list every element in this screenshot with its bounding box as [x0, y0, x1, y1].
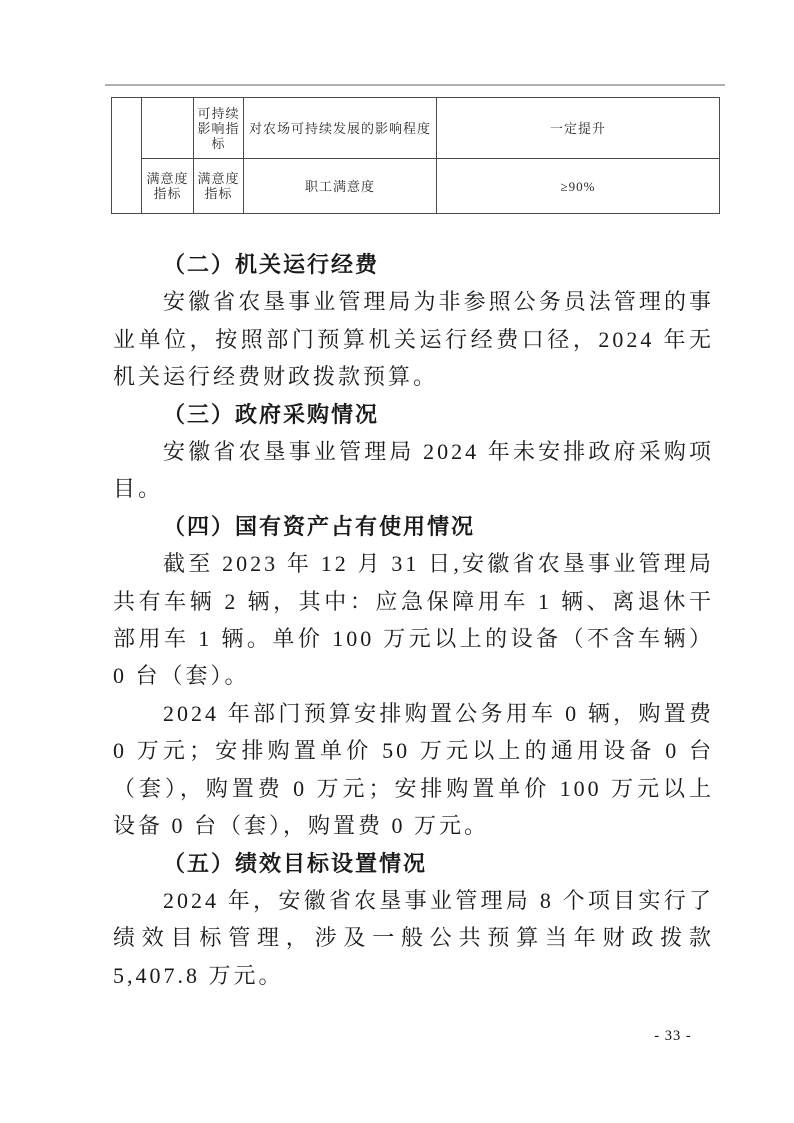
indicator-target-satisfaction: ≥90%	[437, 159, 720, 214]
document-body	[113, 246, 714, 994]
table-row	[112, 159, 720, 214]
page-top-rule	[105, 84, 725, 86]
section-heading-3-government-procurement: （三）政府采购情况	[163, 401, 380, 427]
performance-indicator-table	[111, 97, 720, 214]
page-number: - 33 -	[654, 1028, 692, 1044]
indicator-category-satisfaction: 满意度指标	[194, 159, 244, 214]
paragraph-agency-operating-funds: 安徽省农垦事业管理局为非参照公务员法管理的事业单位，按照部门预算机关运行经费口径，2024 年无机关运行经费财政拨款预算。	[113, 289, 714, 390]
paragraph-state-assets-vehicles: 截至 2023 年 12 月 31 日,安徽省农垦事业管理局共有车辆 2 辆，其中：应急保障用车 1 辆、离退休干部用车 1 辆。单价 100 万元以上的设备（不含车辆）0 台（套）。	[113, 551, 714, 689]
indicator-name-satisfaction: 职工满意度	[244, 159, 437, 214]
indicator-name-sustainability: 对农场可持续发展的影响程度	[244, 98, 437, 159]
paragraph-government-procurement: 安徽省农垦事业管理局 2024 年未安排政府采购项目。	[113, 439, 714, 502]
indicator-target-sustainability: 一定提升	[437, 98, 720, 159]
section-heading-4-state-assets: （四）国有资产占有使用情况	[163, 513, 476, 539]
paragraph-state-assets-procurement-plan: 2024 年部门预算安排购置公务用车 0 辆，购置费 0 万元；安排购置单价 50 万元以上的通用设备 0 台（套），购置费 0 万元；安排购置单价 100 万元以上设备 0 台（套），购置费 0 万元。	[113, 700, 714, 839]
paragraph-performance-targets: 2024 年，安徽省农垦事业管理局 8 个项目实行了绩效目标管理，涉及一般公共预算当年财政拨款 5,407.8 万元。	[113, 887, 714, 988]
indicator-category-sustainability: 可持续影响指标	[194, 98, 244, 159]
table-row	[112, 98, 720, 159]
indicator-level2-cell-empty	[142, 98, 194, 159]
section-heading-5-performance-targets: （五）绩效目标设置情况	[163, 850, 428, 876]
indicator-level1-cell	[112, 98, 142, 214]
section-heading-2-agency-operating-funds: （二）机关运行经费	[163, 252, 380, 277]
indicator-level2-satisfaction: 满意度指标	[142, 159, 194, 214]
